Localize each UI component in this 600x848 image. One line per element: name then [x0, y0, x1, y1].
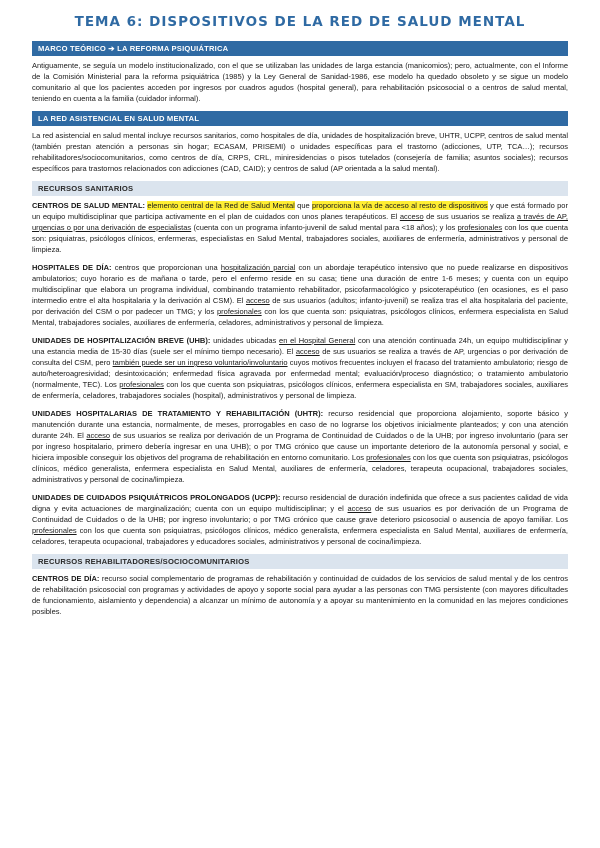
body-text: unidades ubicadas — [210, 336, 280, 345]
section-heading-recursos-rehabilitadores: RECURSOS REHABILITADORES/SOCIOCOMUNITARIOS — [32, 554, 568, 569]
body-text: con los que cuenta son: psiquiatras, psicólogos clínicos, enfermeras, especialistas en Salud Mental, trabajadores sociales, auxiliares de enfermería, administrativos y personal de limpieza. — [32, 223, 569, 254]
term-label: CENTROS DE SALUD MENTAL: — [32, 201, 148, 210]
underlined-text: acceso — [245, 296, 270, 305]
paragraph-marco-teorico: Antiguamente, se seguía un modelo institucionalizado, con el que se utilizaban las unidades de larga estancia (manicomios); pero, actualmente, con el Informe de la Comisión Ministerial para la reforma psiquiátrica (1985) y la Ley General de Sanidad-1986, ese modelo ha quedado obsoleto y se sigue un modelo comunitario al que los pacientes acceden por ingresos por cuadros agudos (hospital general), para rehabilitación psicosocial o a centros de salud mental, teniendo en cuenta a la familia (cuidador informal). — [32, 61, 568, 103]
paragraph-centros-salud-mental — [32, 200, 568, 255]
body-text: de sus usuarios se realiza — [423, 212, 517, 221]
section-heading-red-asistencial: LA RED ASISTENCIAL EN SALUD MENTAL — [32, 111, 568, 126]
body-text: de sus usuarios se realiza a través de AP, urgencias o por derivación de consulta del CSM, pero — [32, 347, 568, 367]
body-text: de sus usuarios es por derivación de un Programa de Continuidad de Cuidados o de la UHB; por ingreso involuntario; o por TMG crónico que cause grave deterioro psicosocial o ausencia de apoyo familiar. Los — [32, 504, 568, 524]
body-text: que — [294, 201, 312, 210]
underlined-text: acceso — [86, 431, 111, 440]
body-text: con una atención continuada 24h, un equipo multidisciplinar y una estancia media de 15-30 días (suele ser el mínimo tiempo necesario). El — [32, 336, 568, 356]
underlined-text: hospitalización parcial — [220, 263, 296, 272]
term-label: UNIDADES DE CUIDADOS PSIQUIÁTRICOS PROLONGADOS (UCPP): — [32, 493, 281, 502]
underlined-text: acceso — [347, 504, 372, 513]
underlined-text: a través de AP, urgencias o por una derivación de especialistas — [32, 212, 568, 232]
section-heading-marco-teorico: MARCO TEÓRICO ➔ LA REFORMA PSIQUIÁTRICA — [32, 41, 568, 56]
term-label: CENTROS DE DÍA: — [32, 574, 100, 583]
body-text: de sus usuarios se realiza por derivación de un Programa de Continuidad de Cuidados o de la UHB; por ingreso involuntario (para ser por ingreso hospitalario, primero debería ingresar en una UHB); o por TMG crónico que cause un importante deterioro de la autonomía personal y social, e hiciera imposible conseguir los objetivos del programa de rehabilitación en entorno comunitario. Los — [32, 431, 568, 462]
paragraph-uhtr — [32, 408, 568, 485]
page-title: TEMA 6: DISPOSITIVOS DE LA RED DE SALUD MENTAL — [74, 14, 526, 30]
term-label: HOSPITALES DE DÍA: — [32, 263, 112, 272]
body-text: recurso residencial de duración indefinida que ofrece a sus pacientes calidad de vida digna y evita actuaciones de marginalización; cuenta con un equipo multidisciplinar; y el — [32, 493, 568, 513]
body-text: con los que cuenta son psiquiatras, psicólogos clínicos, médico generalista, enfermera especialista en Salud Mental, auxiliares de enfermería, celadores, terapeuta ocupacional, trabajadores sociales, administrativos y personal de cocina/limpieza. — [32, 453, 569, 484]
term-label: UNIDADES DE HOSPITALIZACIÓN BREVE (UHB): — [32, 336, 211, 345]
underlined-text: profesionales — [119, 380, 164, 389]
body-text: de sus usuarios (adultos; infanto-juvenil) se realiza tras el alta hospitalaria del paciente, por derivación del CSM o por padecer un TMG; y los — [32, 296, 568, 316]
underlined-text: profesionales — [217, 307, 262, 316]
body-text: con un abordaje terapéutico intensivo que no puede realizarse en dispositivos ambulatorios; cuyo horario es de mañana o tarde, pero el enfermo reside en su casa; tiene una duración de entre 1-6 meses; y cuenta con un equipo multidisciplinar que elabora un programa individual, combinando tratamiento rehabilitador, psicofarmacológico y psicoterapéutico (en ocasiones, es el paso intermedio entre el alta hospitalaria y la derivación al CSM). El — [32, 263, 569, 305]
paragraph-red-asistencial: La red asistencial en salud mental incluye recursos sanitarios, como hospitales de día, unidades de hospitalización breve, UHTR, UCPP, centros de salud mental (también prestan atención a personas sin hogar; ECASAM, PRISEMI) o unidades específicas para el trastorno (adicciones, UTP, TCA…); recursos rehabilitadores/sociocomunitarios, como centros de día, CRPS, CRL, miniresidencias o pisos tutelados (consejería de familia; asuntos sociales); recursos específicos para trastornos relacionados con adicciones (CAD, CAID); y centros de salud (AP orientada a la salud mental). — [32, 131, 568, 173]
highlighted-text: proporciona la vía de acceso al resto de dispositivos — [311, 201, 488, 210]
body-text: recurso social complementario de programas de rehabilitación y continuidad de cuidados de los servicios de salud mental y de los centros de rehabilitación psicosocial con programas y actividades de apoyo y soporte social para ayudar a las personas con TMG persistente (con mayores dificultades de funcionamiento, aislamiento y dependencia) a alcanzar un mínimo de autonomía y a apoyar su mantenimiento en la comunidad en las mejores condiciones posibles. — [32, 574, 568, 616]
underlined-text: en el Hospital General — [279, 336, 356, 345]
underlined-text: acceso — [399, 212, 424, 221]
document-page — [32, 14, 568, 624]
underlined-text: también puede ser un ingreso voluntario/involuntario — [112, 358, 288, 367]
body-text: y que está formado por un equipo multidisciplinar que participa activamente en el plan de cuidados con unos planes terapéuticos. El — [32, 201, 568, 221]
highlighted-text: elemento central de la Red de Salud Mental — [147, 201, 295, 210]
body-text: con los que cuenta son psiquiatras, psicólogos clínicos, médico generalista, enfermera especialista en Salud Mental, auxiliares de enfermería, celadores, terapeuta ocupacional, trabajadores y educadores sociales, administrativos y personal de cocina/limpieza. — [32, 526, 568, 546]
paragraph-hospitales-de-dia — [32, 262, 568, 328]
underlined-text: profesionales — [32, 526, 77, 535]
paragraph-centros-de-dia — [32, 573, 568, 617]
underlined-text: profesionales — [457, 223, 503, 232]
body-text: cuyos motivos frecuentes incluyen el fracaso del tratamiento ambulatorio; riesgo de auto/heteroagresividad; desintoxicación; enfermedad física agravada por enfermedad mental; evaluación/proceso diagnóstico; o tratamiento ambulatorio (normalmente, TEC). Los — [32, 358, 568, 389]
body-text: centros que proporcionan una — [111, 263, 221, 272]
section-heading-recursos-sanitarios: RECURSOS SANITARIOS — [32, 181, 568, 196]
term-label: UNIDADES HOSPITALARIAS DE TRATAMIENTO Y REHABILITACIÓN (UHTR): — [32, 409, 324, 418]
body-text: recurso residencial que proporciona alojamiento, soporte básico y manutención durante una estancia, normalmente, de meses, prorrogables en caso de no lograrse los objetivos inicialmente planteados; y con una atención durante 24h. El — [32, 409, 569, 440]
paragraph-uhb — [32, 335, 568, 401]
underlined-text: acceso — [295, 347, 320, 356]
underlined-text: profesionales — [366, 453, 411, 462]
body-text: con los que cuenta son psiquiatras, psicólogos clínicos, enfermera especialista en SM, trabajadores sociales, auxiliares de enfermería, celadores, trabajadores sociales (hospital), administrativos y personal de limpieza. — [32, 380, 569, 400]
paragraph-ucpp — [32, 492, 568, 547]
body-text: con los que cuenta son: psiquiatras, psicólogos clínicos, enfermera especialista en Salud Mental, trabajadores sociales, auxiliares de enfermería, celadores, administrativos y personal de limpieza. — [32, 307, 568, 327]
body-text: (cuenta con un programa infanto-juvenil de salud mental para <18 años); y los — [191, 223, 458, 232]
